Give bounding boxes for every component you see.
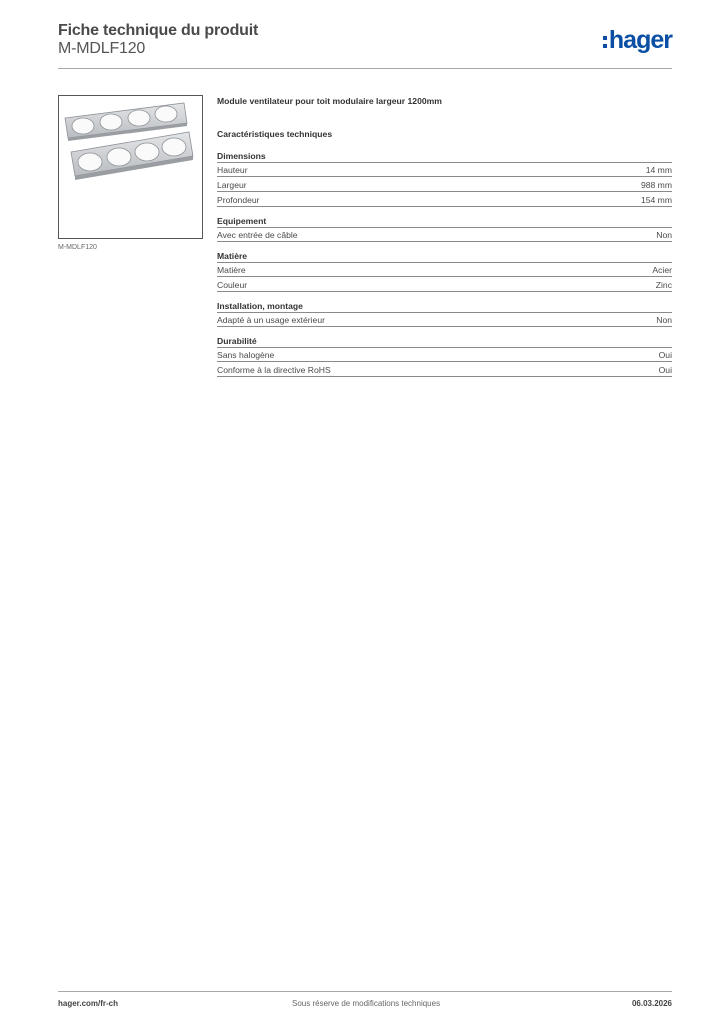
spec-row <box>217 162 672 177</box>
footer-divider <box>58 991 672 992</box>
spec-value: 988 mm <box>640 180 672 190</box>
spec-value: 154 mm <box>640 195 672 205</box>
spec-row <box>217 192 672 207</box>
logo-text: hager <box>608 25 672 54</box>
spec-value: Oui <box>658 350 672 360</box>
spec-label: Avec entrée de câble <box>217 230 298 240</box>
product-description: Module ventilateur pour toit modulaire largeur 1200mm <box>217 96 442 106</box>
spec-row <box>217 362 672 377</box>
spec-label: Matière <box>217 265 246 275</box>
header-divider <box>58 68 672 69</box>
logo-dots-icon <box>603 36 607 48</box>
spec-row <box>217 277 672 292</box>
spec-label: Adapté à un usage extérieur <box>217 315 325 325</box>
section-title: Durabilité <box>217 336 257 346</box>
page-header <box>58 22 672 70</box>
section-equipment <box>217 216 672 242</box>
spec-row <box>217 177 672 192</box>
characteristics-heading: Caractéristiques techniques <box>217 129 333 139</box>
spec-label: Conforme à la directive RoHS <box>217 365 331 375</box>
image-caption: M-MDLF120 <box>58 244 97 251</box>
spec-row <box>217 312 672 327</box>
section-durability <box>217 336 672 377</box>
spec-row <box>217 227 672 242</box>
fan-module-plate-illustration <box>59 96 202 238</box>
spec-label: Largeur <box>217 180 247 190</box>
hager-logo <box>603 26 672 54</box>
spec-value: Non <box>656 315 672 325</box>
spec-row <box>217 347 672 362</box>
spec-label: Profondeur <box>217 195 260 205</box>
spec-value: 14 mm <box>645 165 672 175</box>
spec-label: Sans halogène <box>217 350 275 360</box>
section-title: Installation, montage <box>217 301 303 311</box>
document-title: Fiche technique du produit <box>58 22 259 39</box>
product-image <box>58 95 203 239</box>
spec-label: Couleur <box>217 280 248 290</box>
spec-value: Oui <box>658 365 672 375</box>
footer-website-link[interactable]: hager.com/fr-ch <box>58 999 119 1008</box>
spec-value: Zinc <box>655 280 672 290</box>
section-installation <box>217 301 672 327</box>
product-reference: M-MDLF120 <box>58 40 146 57</box>
footer-date: 06.03.2026 <box>631 999 672 1008</box>
footer-disclaimer: Sous réserve de modifications techniques <box>292 999 441 1008</box>
section-dimensions <box>217 151 672 207</box>
spec-value: Acier <box>652 265 672 275</box>
section-title: Matière <box>217 251 248 261</box>
product-details <box>217 96 672 377</box>
section-material <box>217 251 672 292</box>
spec-row <box>217 262 672 277</box>
section-title: Dimensions <box>217 151 266 161</box>
section-title: Equipement <box>217 216 267 226</box>
spec-label: Hauteur <box>217 165 248 175</box>
spec-value: Non <box>656 230 672 240</box>
